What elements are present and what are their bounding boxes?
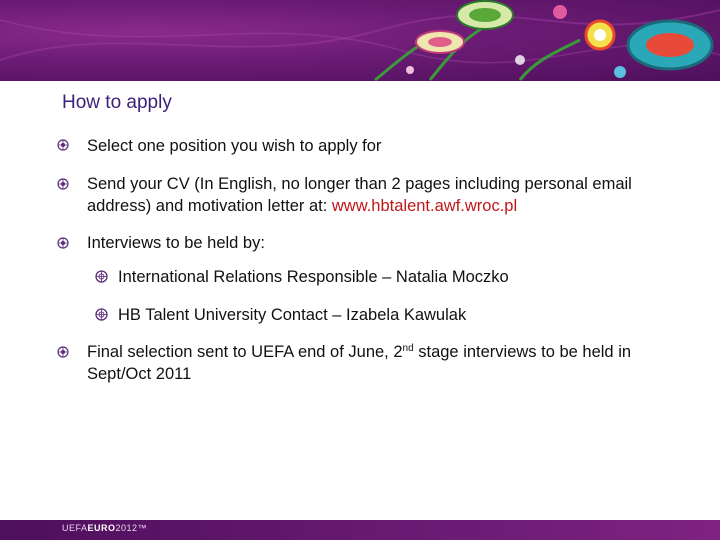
logo-year: 2012™ (115, 523, 148, 533)
sub-bullet-izabela: HB Talent University Contact – Izabela Kawulak (118, 306, 467, 324)
circle-flower-bullet-icon (95, 270, 108, 283)
bullet-interviews: Interviews to be held by: (87, 234, 265, 252)
application-link[interactable]: www.hbtalent.awf.wroc.pl (331, 197, 518, 215)
flower-bullet-icon (57, 346, 69, 358)
slide-title: How to apply (62, 92, 172, 113)
final-selection-text: Final selection sent to UEFA end of June, 2 (87, 343, 403, 361)
bullet-send-cv (87, 173, 697, 217)
bullet-send-cv-text: Send your CV (In English, no longer than 2 pages including personal email address) and motivation letter at: (87, 175, 632, 215)
footer-bar (0, 520, 720, 540)
header-banner (0, 0, 720, 81)
sub-bullet-natalia: International Relations Responsible – Natalia Moczko (118, 268, 509, 286)
flower-bullet-icon (57, 178, 69, 190)
floral-decoration (0, 0, 720, 81)
logo-euro: EURO (87, 523, 116, 533)
bullet-select-position: Select one position you wish to apply for (87, 137, 382, 155)
circle-flower-bullet-icon (95, 308, 108, 321)
final-selection-text-end: stage interviews to be held in Sept/Oct 2011 (87, 343, 632, 383)
final-selection-superscript: nd (402, 343, 414, 354)
bullet-final-selection (87, 341, 697, 385)
logo-uefa: UEFA (62, 523, 88, 533)
flower-bullet-icon (57, 139, 69, 151)
uefa-euro-logo (62, 523, 147, 533)
flower-bullet-icon (57, 237, 69, 249)
